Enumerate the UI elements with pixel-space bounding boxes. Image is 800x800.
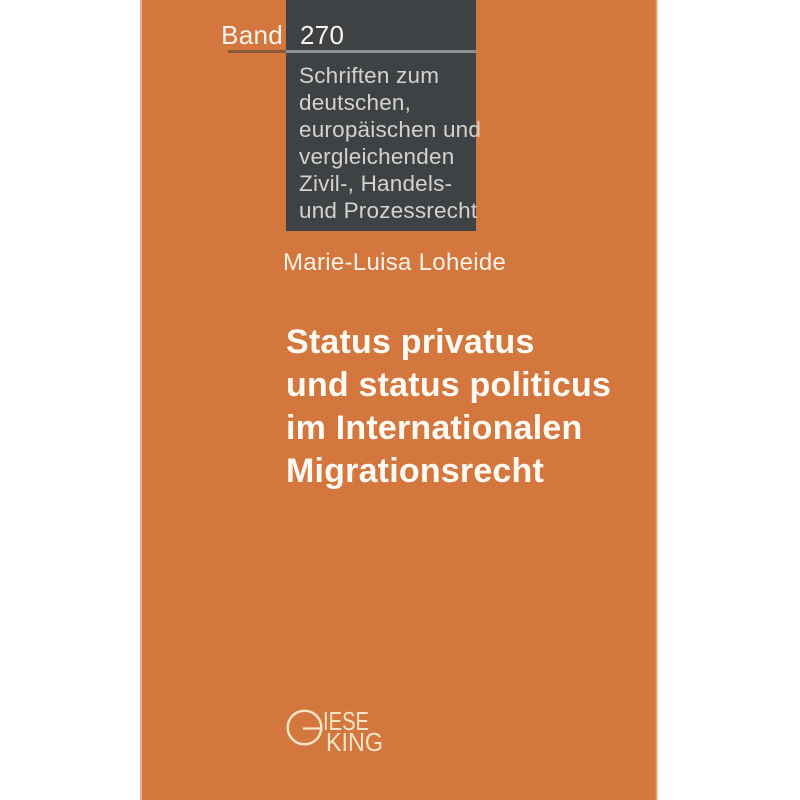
logo-text-top: IESE xyxy=(323,707,369,736)
series-line-1: Schriften zum xyxy=(299,63,440,88)
series-line-5: Zivil-, Handels- xyxy=(299,171,453,196)
title-line-4: Migrationsrecht xyxy=(286,452,545,490)
title-line-2: und status politicus xyxy=(286,366,612,404)
band-label: Band xyxy=(221,20,283,50)
author-name: Marie-Luisa Loheide xyxy=(283,249,507,276)
title-line-3: im Internationalen xyxy=(286,409,583,447)
series-line-4: vergleichenden xyxy=(299,144,455,169)
series-line-2: deutschen, xyxy=(299,90,412,115)
book-title xyxy=(286,321,611,493)
series-line-6: und Prozessrecht xyxy=(299,198,478,223)
series-line-3: europäischen und xyxy=(299,117,482,142)
series-title xyxy=(299,62,481,224)
logo-text-bottom: KING xyxy=(326,729,383,757)
series-box xyxy=(286,0,482,231)
band-underline-right xyxy=(286,50,476,53)
book-cover xyxy=(140,0,658,800)
title-line-1: Status privatus xyxy=(286,323,535,361)
band-underline-left xyxy=(228,50,286,53)
publisher-logo-gieseking xyxy=(286,707,394,759)
band-number: 270 xyxy=(300,20,345,50)
